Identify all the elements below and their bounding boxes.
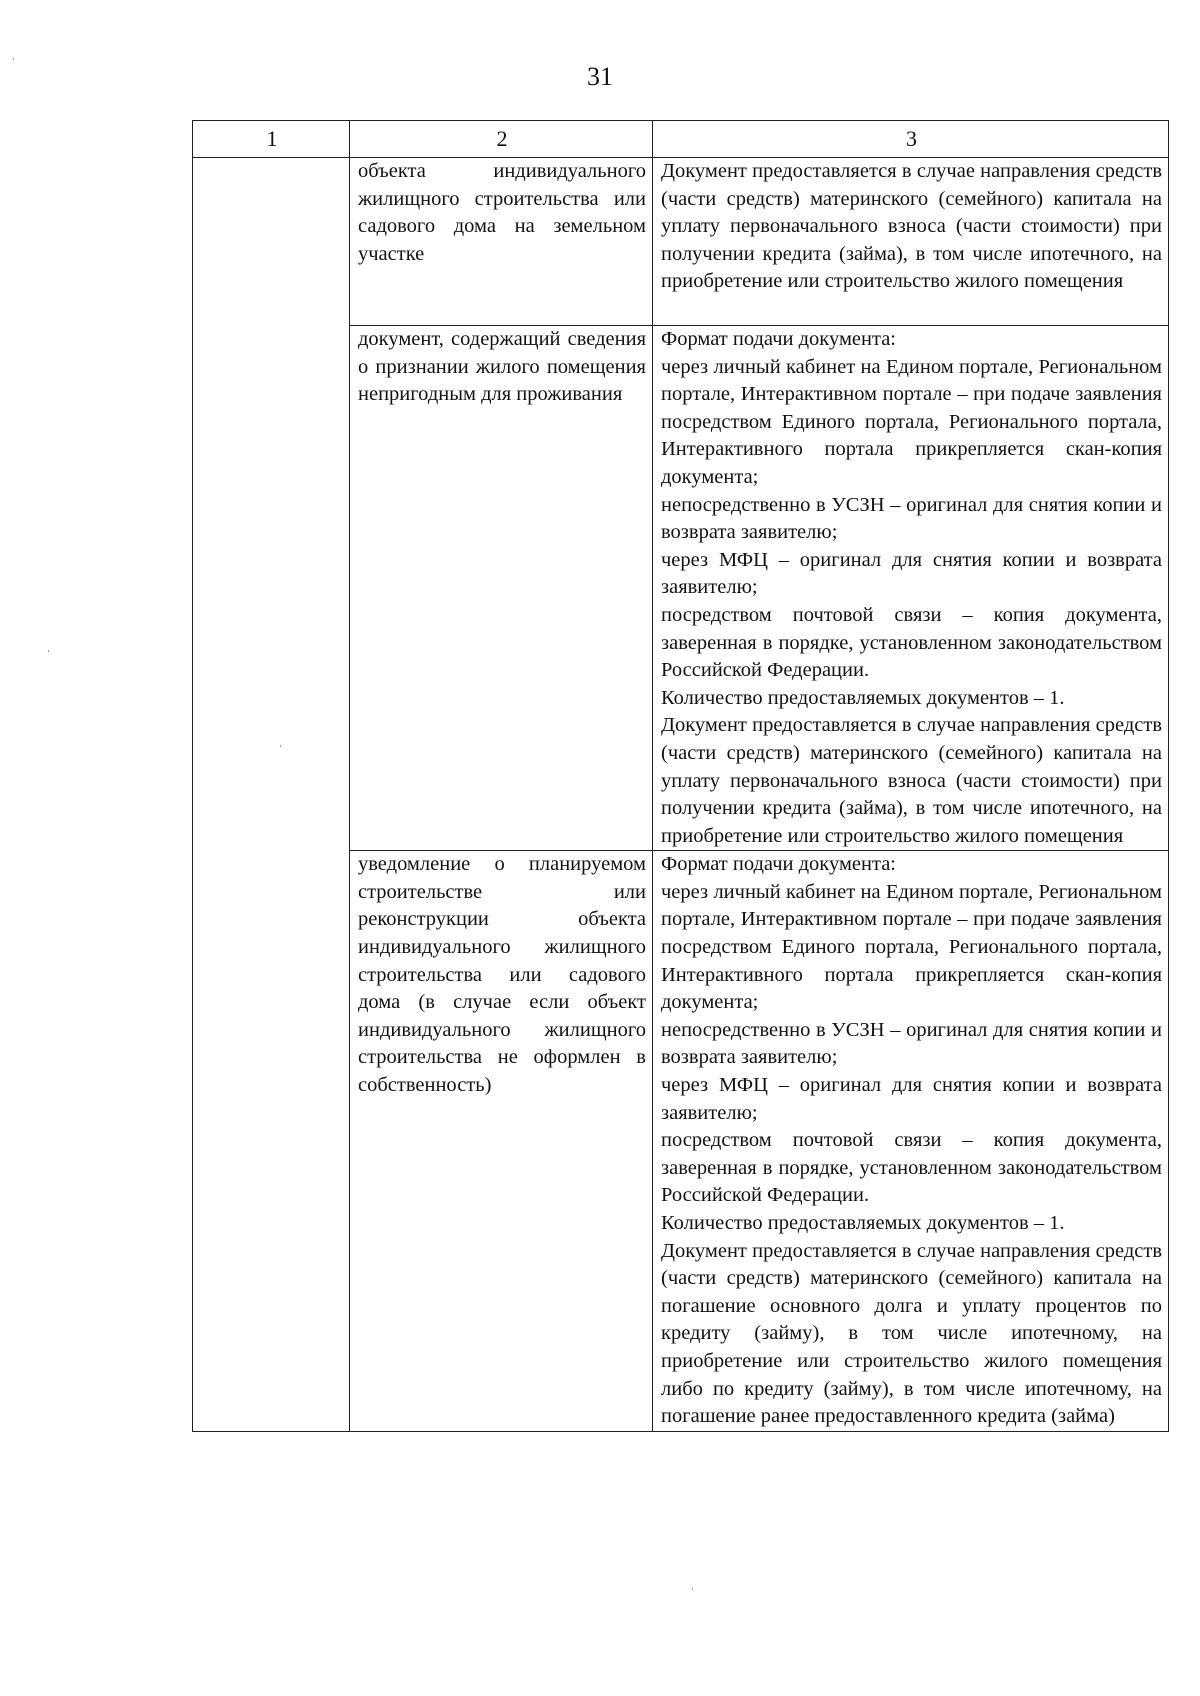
col-2-cell [350, 851, 653, 1431]
col-3-cell [653, 158, 1169, 326]
paragraph: Формат подачи документа: [661, 853, 896, 876]
paragraph: через МФЦ – оригинал для снятия копии и возврата заявителю; [661, 1074, 1162, 1124]
header-col-1: 1 [193, 121, 350, 158]
paragraph: Документ предоставляется в случае направления средств (части средств) материнского (семейного) капитала на уплату первоначального взноса (части стоимости) при получении кредита (займа), в том числе ипотечного, на приобретение или строительство жилого помещения [661, 160, 1162, 293]
scan-speck [48, 650, 49, 652]
paragraph: Документ предоставляется в случае направления средств (части средств) материнского (семейного) капитала на погашение основного долга и уплату процентов по кредиту (займу), в том числе ипотечному, на приобретение или строительство жилого помещения либо по кредиту (займу), в том числе ипотечному, на погашение ранее предоставленного кредита (займа) [661, 1239, 1162, 1428]
document-name: объекта индивидуального жилищного строительства или садового дома на земельном участке [358, 160, 646, 265]
scan-speck [280, 745, 281, 747]
col-3-cell [653, 326, 1169, 851]
col-2-cell [350, 158, 653, 326]
col-2-cell [350, 326, 653, 851]
paragraph: посредством почтовой связи – копия документа, заверенная в порядке, установленном законодательством Российской Федерации. [661, 1129, 1162, 1207]
paragraph: Документ предоставляется в случае направления средств (части средств) материнского (семейного) капитала на уплату первоначального взноса (части стоимости) при получении кредита (займа), в том числе ипотечного, на приобретение или строительство жилого помещения [661, 714, 1162, 847]
document-table [192, 120, 1169, 1432]
scan-speck [13, 58, 14, 60]
paragraph: посредством почтовой связи – копия документа, заверенная в порядке, установленном законодательством Российской Федерации. [661, 603, 1162, 682]
paragraph: непосредственно в УСЗН – оригинал для снятия копии и возврата заявителю; [661, 493, 1162, 544]
document-name: уведомление о планируемом строительстве или реконструкции объекта индивидуального жилищного строительства или садового дома (в случае если объект индивидуального жилищного строительства не оформлен в собственность) [358, 853, 646, 1097]
paragraph: через МФЦ – оригинал для снятия копии и возврата заявителю; [661, 548, 1162, 599]
header-col-3: 3 [653, 121, 1169, 158]
page-number: 31 [587, 62, 613, 91]
col-3-cell [653, 851, 1169, 1431]
header-col-2: 2 [350, 121, 653, 158]
scan-speck [692, 1588, 693, 1590]
paragraph: через личный кабинет на Едином портале, Региональном портале, Интерактивном портале – при подаче заявления посредством Единого портала, Регионального портала, Интерактивного портала прикрепляется скан-копия документа; [661, 355, 1162, 488]
paragraph: Количество предоставляемых документов – 1. [661, 1212, 1065, 1234]
table-header-row [193, 121, 1169, 158]
paragraph: Формат подачи документа: [661, 328, 896, 350]
document-name: документ, содержащий сведения о признании жилого помещения непригодным для проживания [358, 328, 646, 406]
col-1-cell [193, 158, 350, 1432]
paragraph: непосредственно в УСЗН – оригинал для снятия копии и возврата заявителю; [661, 1018, 1162, 1069]
paragraph: через личный кабинет на Едином портале, Региональном портале, Интерактивном портале – при подаче заявления посредством Единого портала, Регионального портала, Интерактивного портала прикрепляется скан-копия документа; [661, 880, 1162, 1014]
paragraph: Количество предоставляемых документов – 1. [661, 686, 1065, 709]
table-row [193, 158, 1169, 326]
